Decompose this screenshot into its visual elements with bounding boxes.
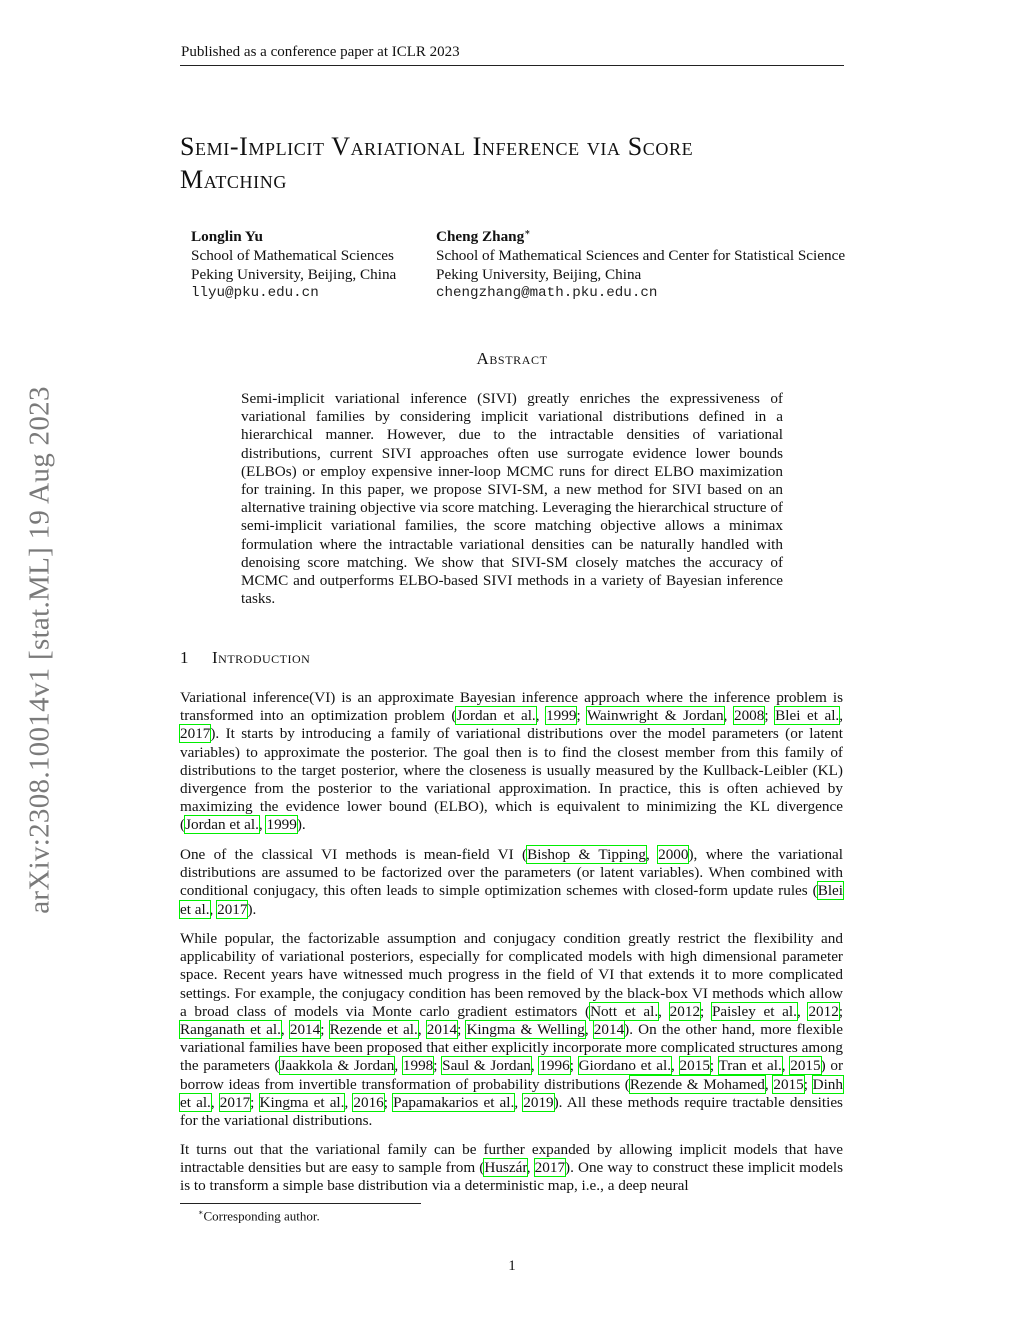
citation-link[interactable]: Saul & Jordan bbox=[442, 1057, 531, 1075]
citation-year-link[interactable]: 2008 bbox=[733, 707, 765, 725]
citation-year-link[interactable]: 2014 bbox=[426, 1021, 458, 1039]
citation-year-link[interactable]: 2016 bbox=[353, 1093, 384, 1111]
author-affiliation: Peking University, Beijing, China bbox=[191, 266, 397, 283]
citation-link[interactable]: Jaakkola & Jordan bbox=[279, 1057, 395, 1075]
intro-paragraph-4: It turns out that the variational family can be further expanded by allowing implicit models that have intractable densities but are easy to sample from (Huszár, 2017). One way to construct these implicit models is to transform a simple base distribution via a deterministic map, i.e., a deep neural bbox=[180, 1141, 843, 1195]
author-name: Longlin Yu bbox=[191, 228, 263, 245]
citation-link[interactable]: Blei et al. bbox=[775, 707, 840, 725]
citation-link[interactable]: Kingma et al. bbox=[259, 1093, 345, 1111]
citation-year-link[interactable]: 1999 bbox=[546, 707, 577, 725]
footnote-text: Corresponding author. bbox=[203, 1208, 320, 1224]
citation-link[interactable]: Paisley et al. bbox=[711, 1002, 797, 1020]
citation-link[interactable]: Rezende et al. bbox=[329, 1021, 418, 1039]
intro-paragraph-2: One of the classical VI methods is mean-field VI (Bishop & Tipping, 2000), where the variational distributions are assumed to be factorized over the parameters (or latent variables). When combined with conditional conjugacy, this often leads to simple optimization schemes with closed-form update rules (Blei et al., 2017). bbox=[180, 846, 844, 918]
citation-link[interactable]: Dinh et al. bbox=[180, 1075, 843, 1111]
page-number: 1 bbox=[508, 1258, 516, 1274]
author-affiliation: School of Mathematical Sciences and Center for Statistical Science bbox=[436, 247, 846, 264]
citation-year-link[interactable]: 2015 bbox=[790, 1057, 821, 1075]
author-block-2 bbox=[436, 227, 845, 303]
author-name bbox=[436, 227, 845, 246]
author-email[interactable]: llyu@pku.edu.cn bbox=[191, 285, 319, 301]
title-line-2: Matching bbox=[180, 165, 287, 194]
footnote bbox=[198, 1208, 320, 1224]
paper-title bbox=[180, 130, 850, 196]
intro-paragraph-3: While popular, the factorizable assumption and conjugacy condition greatly restrict the flexibility and applicability of variational posteriors, especially for complicated models with high dimensional parameter space. Recent years have witnessed much progress in the field of VI that extends it to more complicated settings. For example, the conjugacy condition has been removed by the black-box VI methods which allow a broad class of models via Monte carlo gradient estimators (Nott et al., 2012; Paisley et al., 2012; Ranganath et al., 2014; Rezende et al., 2014; Kingma & Welling, 2014). On the other hand, more flexible variational families have been proposed that either explicitly incorporate more complicated structures among the parameters (Jaakkola & Jordan, 1998; Saul & Jordan, 1996; Giordano et al., 2015; Tran et al., 2015) or borrow ideas from invertible transformation of probability distributions (Rezende & Mohamed, 2015; Dinh et al., 2017; Kingma et al., 2016; Papamakarios et al., 2019). All these methods require tractable densities for the variational distributions. bbox=[180, 930, 844, 1130]
citation-year-link[interactable]: 1998 bbox=[402, 1057, 434, 1075]
author-name-text: Cheng Zhang bbox=[436, 228, 525, 245]
citation-link[interactable]: Wainwright & Jordan bbox=[586, 707, 724, 725]
section-title: Introduction bbox=[212, 648, 311, 667]
citation-year-link[interactable]: 1999 bbox=[266, 816, 297, 834]
citation-link[interactable]: Nott et al. bbox=[590, 1002, 659, 1020]
footnote-mark[interactable]: ∗ bbox=[524, 226, 531, 237]
citation-year-link[interactable]: 2015 bbox=[679, 1057, 710, 1075]
citation-link[interactable]: Giordano et al. bbox=[578, 1057, 672, 1075]
citation-year-link[interactable]: 2012 bbox=[669, 1002, 701, 1020]
citation-link[interactable]: Huszár bbox=[484, 1159, 527, 1177]
citation-link[interactable]: Tran et al. bbox=[718, 1057, 782, 1075]
citation-year-link[interactable]: 2017 bbox=[217, 900, 248, 918]
author-block-1 bbox=[191, 227, 396, 303]
intro-paragraph-1: Variational inference(VI) is an approximate Bayesian inference approach where the inference problem is transformed into an optimization problem (Jordan et al., 1999; Wainwright & Jordan, 2008; Blei et al., 2017). It starts by introducing a family of variational distributions over the model parameters (or latent variables) to approximate the posterior. The goal then is to find the closest member from this family of distributions to the target posterior, where the closeness is usually measured by the Kullback-Leibler (KL) divergence from the posterior to the variational approximation. In practice, this is often achieved by maximizing the evidence lower bound (ELBO), which is equivalent to minimizing the KL divergence (Jordan et al., 1999). bbox=[180, 689, 844, 834]
citation-year-link[interactable]: 2014 bbox=[289, 1021, 321, 1039]
citation-year-link[interactable]: 2015 bbox=[773, 1075, 804, 1093]
author-affiliation: School of Mathematical Sciences bbox=[191, 247, 394, 264]
arxiv-stamp-text: arXiv:2308.10014v1 [stat.ML] 19 Aug 2023 bbox=[23, 386, 56, 914]
citation-year-link[interactable]: 1996 bbox=[539, 1057, 570, 1075]
citation-link[interactable]: Rezende & Mohamed bbox=[629, 1075, 765, 1093]
abstract-text: Semi-implicit variational inference (SIVI) greatly enriches the expressiveness of variational families by considering implicit variational distributions defined in a hierarchical manner. However, due to the intractable densities of variational distributions, current SIVI approaches often use surrogate evidence lower bounds (ELBOs) or employ expensive inner-loop MCMC runs for direct ELBO maximization for training. In this paper, we propose SIVI-SM, a new method for SIVI based on an alternative training objective via score matching. Leveraging the hierarchical structure of semi-implicit variational families, the score matching objective allows a minimax formulation where the intractable variational densities can be naturally handled with denoising score matching. We show that SIVI-SM closely matches the accuracy of MCMC and outperforms ELBO-based SIVI methods in a variety of Bayesian inference tasks. bbox=[241, 390, 783, 608]
citation-link[interactable]: Ranganath et al. bbox=[180, 1021, 281, 1039]
citation-year-link[interactable]: 2017 bbox=[219, 1093, 251, 1111]
title-line-1: Semi-Implicit Variational Inference via Score bbox=[180, 132, 694, 161]
citation-year-link[interactable]: 2000 bbox=[658, 846, 689, 863]
section-number: 1 bbox=[180, 648, 189, 667]
footnote-rule bbox=[180, 1203, 421, 1204]
citation-link[interactable]: Jordan et al. bbox=[185, 816, 259, 834]
citation-year-link[interactable]: 2012 bbox=[808, 1002, 839, 1020]
header-rule bbox=[180, 65, 844, 66]
author-affiliation: Peking University, Beijing, China bbox=[436, 266, 642, 283]
citation-link[interactable]: Kingma & Welling bbox=[466, 1021, 585, 1039]
footnote-mark: ∗ bbox=[198, 1208, 204, 1217]
citation-link[interactable]: Bishop & Tipping bbox=[527, 846, 646, 863]
abstract-heading: Abstract bbox=[476, 349, 548, 368]
citation-year-link[interactable]: 2014 bbox=[593, 1021, 625, 1039]
citation-year-link[interactable]: 2019 bbox=[523, 1093, 554, 1111]
section-heading bbox=[180, 648, 310, 668]
citation-link[interactable]: Papamakarios et al. bbox=[393, 1093, 515, 1111]
citation-year-link[interactable]: 2017 bbox=[534, 1159, 566, 1177]
author-email[interactable]: chengzhang@math.pku.edu.cn bbox=[436, 285, 658, 301]
citation-link[interactable]: Jordan et al. bbox=[456, 707, 536, 725]
citation-link[interactable]: Blei et al. bbox=[180, 882, 843, 918]
running-header: Published as a conference paper at ICLR 2023 bbox=[181, 44, 460, 60]
citation-year-link[interactable]: 2017 bbox=[180, 725, 211, 743]
